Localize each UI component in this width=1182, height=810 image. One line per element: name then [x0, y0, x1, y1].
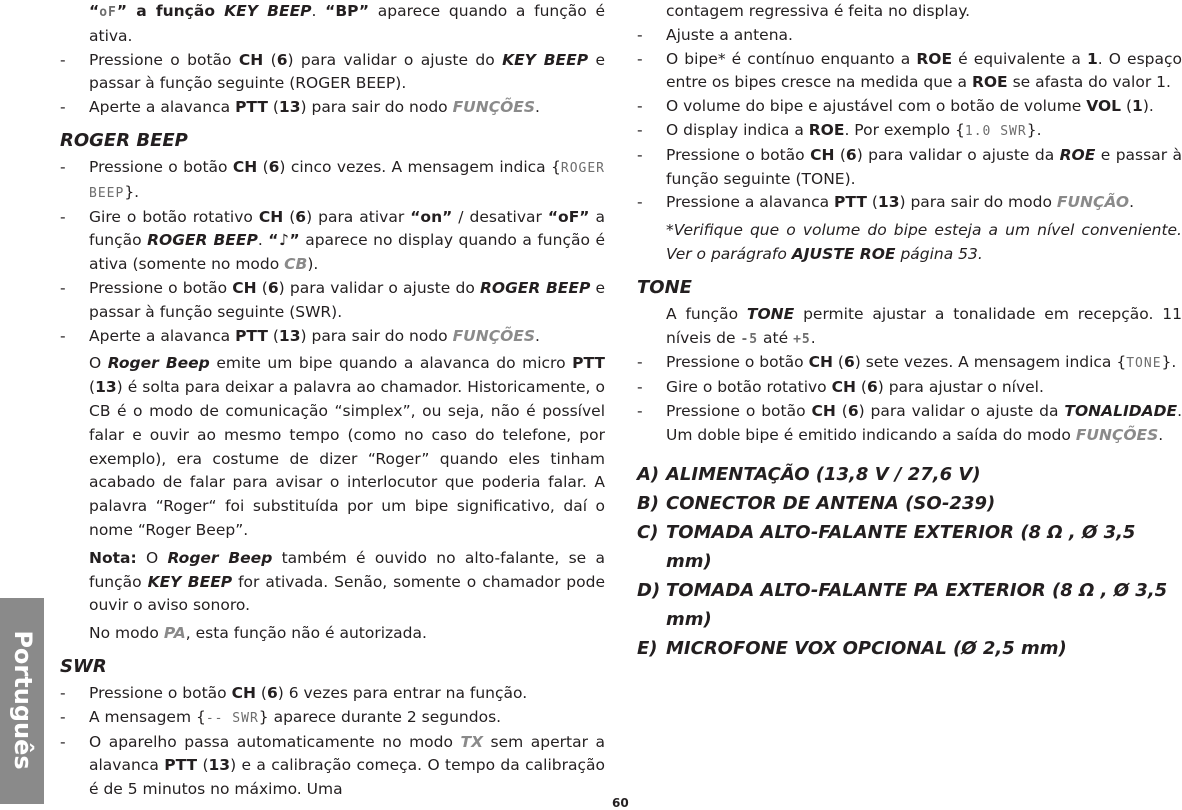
footnote: *Verifique que o volume do bipe esteja a um nível conveniente. Ver o parágrafo AJUSTE ROE página 53. — [666, 221, 1182, 263]
language-label: Português — [8, 630, 37, 770]
right-column — [637, 0, 1182, 663]
list-item: - O aparelho passa automaticamente no modo TX sem apertar a alavanca PTT (13) e a calibração começa. O tempo da calibração é de 5 minutos no máximo. Uma — [60, 731, 605, 802]
list-item: - Pressione a alavanca PTT (13) para sair do modo FUNÇÃO. — [637, 191, 1182, 215]
left-column — [60, 0, 605, 802]
caption-e: E) MICROFONE VOX OPCIONAL (Ø 2,5 mm) — [637, 637, 1067, 659]
key-beep-continuation: “oF” a função KEY BEEP. “BP” aparece quando a função é ativa. — [89, 2, 605, 45]
list-item: - Gire o botão rotativo CH (6) para ativar “on” / desativar “oF” a função ROGER BEEP. “♪” aparece no display quando a função é ativa (somente no modo CB). — [60, 206, 605, 277]
caption-d: D) TOMADA ALTO-FALANTE PA EXTERIOR (8 Ω , Ø 3,5 mm) — [637, 579, 1168, 630]
list-item: - Pressione o botão CH (6) 6 vezes para entrar na função. — [60, 682, 605, 706]
list-item: - Gire o botão rotativo CH (6) para ajustar o nível. — [637, 376, 1182, 400]
swr-heading: SWR — [60, 655, 107, 677]
list-item: - O display indica a ROE. Por exemplo {1.0 SWR}. — [637, 119, 1182, 144]
list-item: - Aperte a alavanca PTT (13) para sair do nodo FUNÇÕES. — [60, 325, 605, 349]
list-item: - O volume do bipe e ajustável com o botão de volume VOL (1). — [637, 95, 1182, 119]
list-item: - Pressione o botão CH (6) para validar o ajuste do ROGER BEEP e passar à função seguinte (SWR). — [60, 277, 605, 325]
tone-heading: TONE — [637, 276, 692, 298]
list-item: - Aperte a alavanca PTT (13) para sair do nodo FUNÇÕES. — [60, 96, 605, 120]
note-paragraph: Nota: O Roger Beep também é ouvido no alto-falante, se a função KEY BEEP for ativada. Senão, somente o chamador pode ouvir o aviso sonoro. — [89, 548, 605, 615]
list-item: - A mensagem {-- SWR} aparece durante 2 segundos. — [60, 706, 605, 731]
roger-beep-paragraph: O Roger Beep emite um bipe quando a alavanca do micro PTT (13) é solta para deixar a palavra ao chamador. Historicamente, o CB é o modo de comunicação “simplex”, ou seja, não é possível falar e ouvir ao mesmo tempo (como no caso do telefone, por exemplo), era costume de dizer “Roger” quando eles tinham acabado de falar para avisar o interlocutor que poderia falar. A palavra “Roger“ foi substituída por um bipe significativo, daí o nome “Roger Beep”. — [89, 354, 605, 539]
caption-b: B) CONECTOR DE ANTENA (SO-239) — [637, 492, 996, 514]
list-item: - O bipe* é contínuo enquanto a ROE é equivalente a 1. O espaço entre os bipes cresce na medida que a ROE se afasta do valor 1. — [637, 48, 1182, 96]
roger-beep-heading: ROGER BEEP — [60, 129, 188, 151]
list-item: - Pressione o botão CH (6) para validar o ajuste da ROE e passar à função seguinte (TONE). — [637, 144, 1182, 192]
list-item: - Pressione o botão CH (6) sete vezes. A mensagem indica {TONE}. — [637, 351, 1182, 376]
list-item: - Pressione o botão CH (6) para validar o ajuste da TONALIDADE. Um doble bipe é emitido indicando a saída do modo FUNÇÕES. — [637, 400, 1182, 448]
list-item: - Ajuste a antena. — [637, 24, 1182, 48]
caption-c: C) TOMADA ALTO-FALANTE EXTERIOR (8 Ω , Ø 3,5 mm) — [637, 521, 1136, 572]
pa-paragraph: No modo PA, esta função não é autorizada. — [89, 624, 427, 643]
tone-paragraph: A função TONE permite ajustar a tonalidade em recepção. 11 níveis de -5 até +5. — [666, 304, 1182, 347]
list-item: - Pressione o botão CH (6) cinco vezes. A mensagem indica {ROGER BEEP}. — [60, 156, 605, 206]
list-item: - Pressione o botão CH (6) para validar o ajuste do KEY BEEP e passar à função seguinte (ROGER BEEP). — [60, 49, 605, 97]
caption-a: A) ALIMENTAÇÃO (13,8 V / 27,6 V) — [637, 463, 981, 485]
page-number: 60 — [612, 796, 629, 810]
swr-continuation: contagem regressiva é feita no display. — [666, 2, 971, 20]
